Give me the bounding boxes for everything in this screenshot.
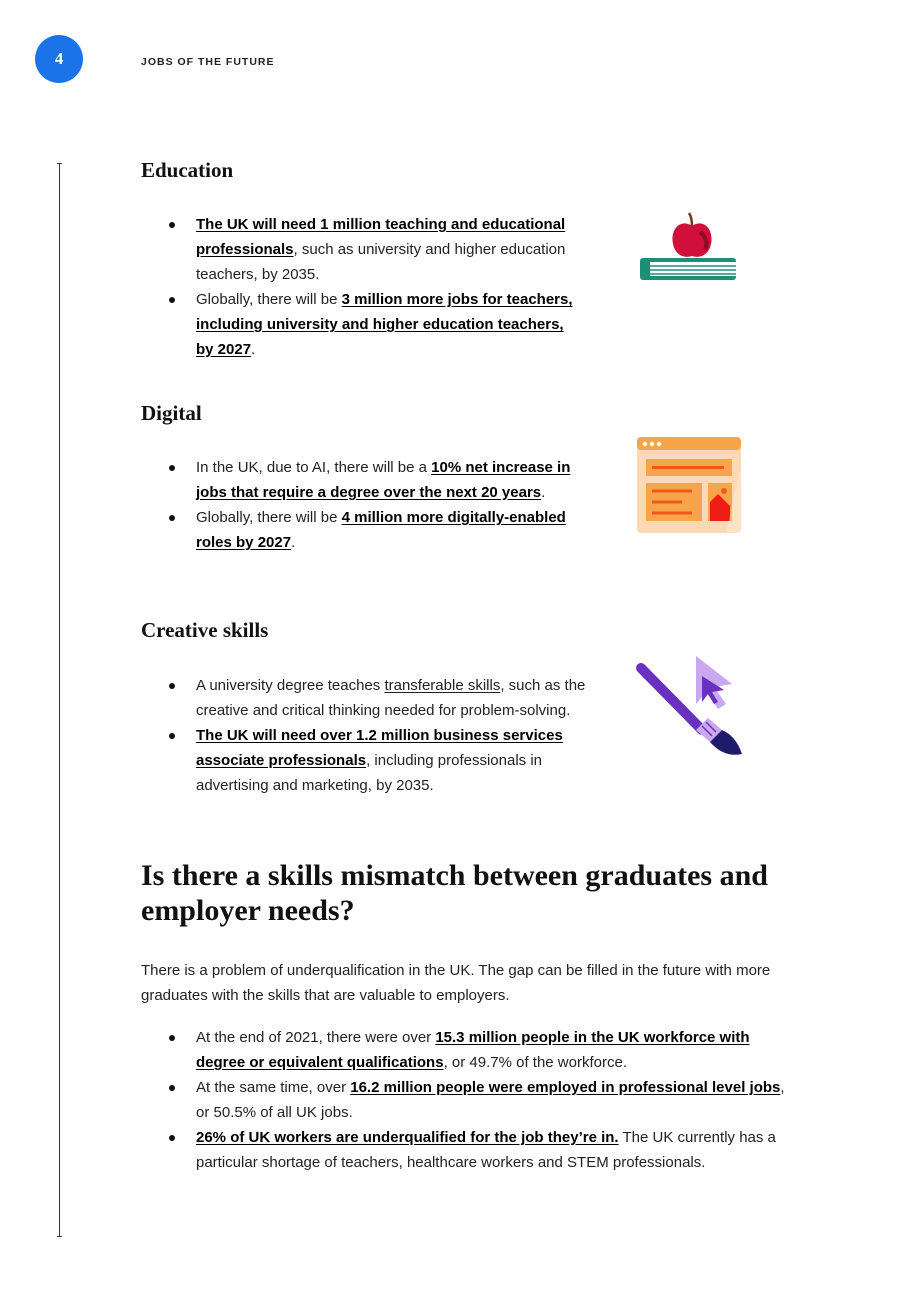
bullet-text: At the same time, over (196, 1079, 351, 1096)
education-heading: Education (141, 158, 234, 182)
bold-link[interactable]: 16.2 million people were employed in professional level jobs (350, 1079, 781, 1096)
list-item (165, 505, 585, 555)
bullet-text: . (541, 484, 546, 501)
list-item (165, 673, 595, 723)
list-item (165, 1075, 785, 1125)
mismatch-bullets (165, 1025, 785, 1175)
bullet-text: A university degree teaches (196, 677, 385, 694)
mismatch-heading: Is there a skills mismatch between graduates and employer needs? (141, 859, 768, 927)
bold-link[interactable]: 15.3 million people in the UK workforce with degree or equivalent qualifications (196, 1029, 750, 1071)
bold-link[interactable]: 3 million more jobs for teachers, including university and higher education teachers, by 2027 (196, 291, 573, 358)
bullet-text: The UK currently has a particular shortage of teachers, healthcare workers and STEM professionals. (196, 1129, 776, 1171)
bold-link[interactable]: 4 million more digitally-enabled roles by 2027 (196, 509, 566, 551)
bullet-text: , including professionals in advertising and marketing, by 2035. (196, 752, 543, 794)
list-item (165, 455, 585, 505)
bullet-text: Globally, there will be (196, 509, 342, 526)
list-item (165, 1125, 785, 1175)
browser-window-icon (636, 436, 742, 534)
apple-on-book-icon (636, 210, 740, 285)
bullet-text: At the end of 2021, there were over (196, 1029, 436, 1046)
list-item (165, 287, 585, 362)
bullet-text: Globally, there will be (196, 291, 342, 308)
creative-bullets (165, 673, 595, 798)
bullet-text: . (291, 534, 296, 551)
margin-rule (59, 163, 60, 1237)
bold-link[interactable]: 10% net increase in jobs that require a degree over the next 20 years (196, 459, 571, 501)
digital-heading: Digital (141, 401, 202, 425)
transferable-skills-link[interactable]: transferable skills (384, 677, 501, 694)
digital-bullets (165, 455, 585, 555)
bullet-text: , such as university and higher education teachers, by 2035. (196, 241, 566, 283)
mismatch-intro: There is a problem of underqualification in the UK. The gap can be filled in the future with more graduates with the skills that are valuable to employers. (141, 962, 771, 1004)
bullet-text: , such as the creative and critical thinking needed for problem-solving. (196, 677, 586, 719)
education-bullets (165, 212, 585, 362)
page-number-badge: 4 (35, 35, 83, 83)
list-item (165, 723, 595, 798)
bold-link[interactable]: 26% of UK workers are underqualified for the job they’re in. (196, 1129, 619, 1146)
paintbrush-cursor-icon (632, 654, 744, 760)
bullet-text: , or 50.5% of all UK jobs. (196, 1079, 785, 1121)
bold-link[interactable]: The UK will need 1 million teaching and educational professionals (196, 216, 566, 258)
list-item (165, 212, 585, 287)
creative-heading: Creative skills (141, 618, 269, 642)
bold-link[interactable]: The UK will need over 1.2 million business services associate professionals (196, 727, 563, 769)
bullet-text: In the UK, due to AI, there will be a (196, 459, 432, 476)
bullet-text: . (251, 341, 256, 358)
running-title: JOBS OF THE FUTURE (141, 56, 275, 68)
list-item (165, 1025, 785, 1075)
bullet-text: , or 49.7% of the workforce. (443, 1054, 627, 1071)
